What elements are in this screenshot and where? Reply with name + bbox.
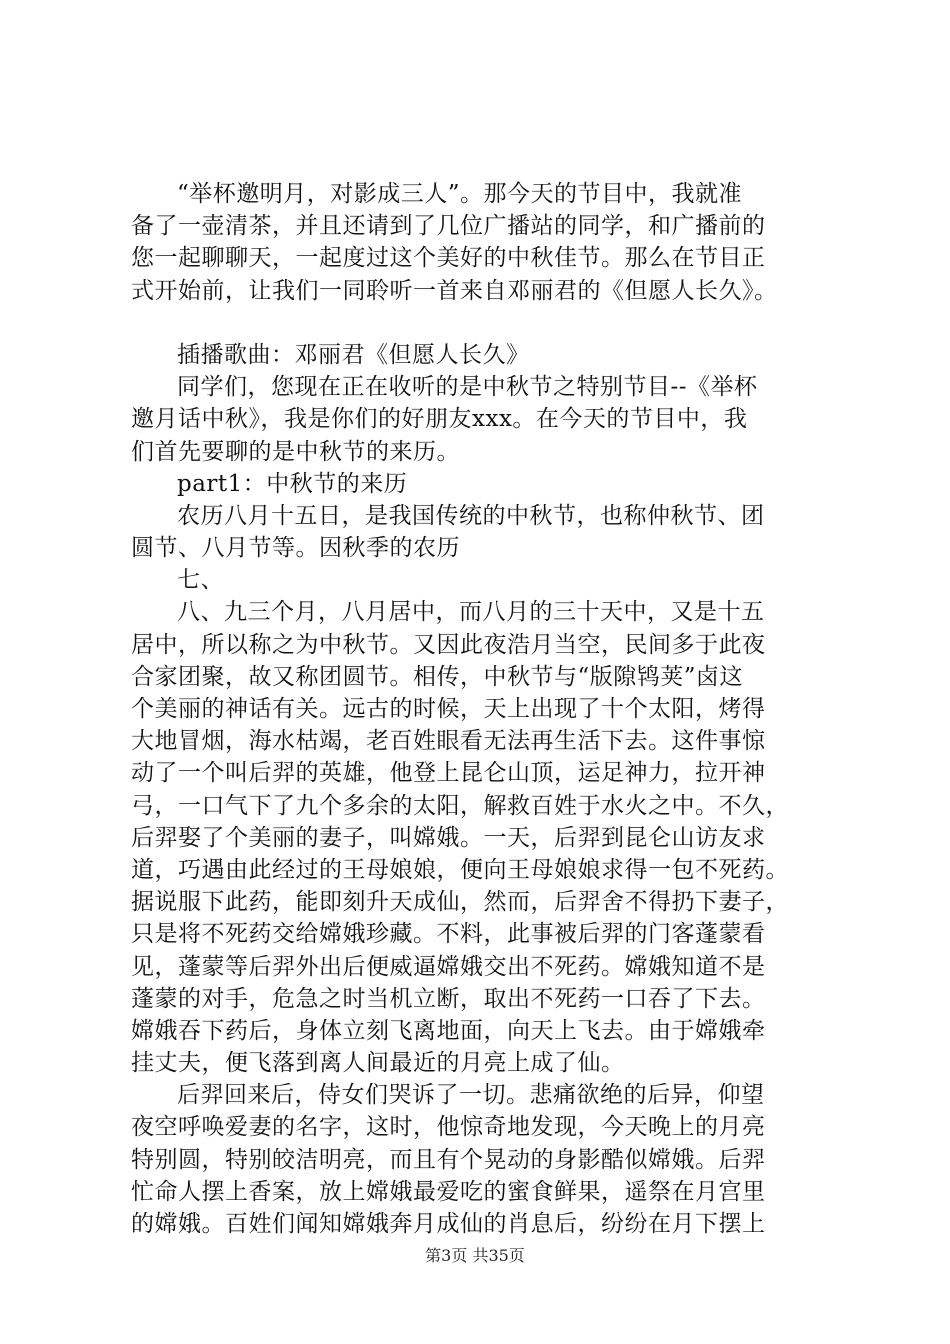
paragraph-line: 邀月话中秋》，我是你们的好朋友xxx。在今天的节目中，我 bbox=[131, 406, 748, 433]
page-number-footer: 第3页 共35页 bbox=[425, 1246, 525, 1265]
paragraph-line: 居中，所以称之为中秋节。又因此夜浩月当空，民间多于此夜 bbox=[131, 631, 766, 658]
paragraph-line: 蓬蒙的对手，危急之时当机立断，取出不死药一口吞了下去。 bbox=[131, 985, 766, 1012]
paragraph-line: “举杯邀明月，对影成三人”。那今天的节目中，我就准 bbox=[177, 181, 743, 207]
paragraph-line: 弓，一口气下了九个多余的太阳，解救百姓于水火之中。不久， bbox=[131, 792, 789, 819]
paragraph-line: 圆节、八月节等。因秋季的农历 bbox=[131, 535, 460, 562]
paragraph-line: 挂丈夫，便飞落到离人间最近的月亮上成了仙。 bbox=[131, 1050, 625, 1077]
paragraph-line: 您一起聊聊天，一起度过这个美好的中秋佳节。那么在节目正 bbox=[131, 245, 766, 272]
paragraph-line: 大地冒烟，海水枯竭，老百姓眼看无法再生活下去。这件事惊 bbox=[131, 728, 766, 755]
paragraph-line: 合家团聚，故又称团圆节。相传，中秋节与“版隙鸨荚”卤这 bbox=[131, 663, 744, 690]
paragraph-line: 见，蓬蒙等后羿外出后便威逼嫦娥交出不死药。嫦娥知道不是 bbox=[131, 953, 766, 980]
paragraph-line: 个美丽的神话有关。远古的时候，天上出现了十个太阳，烤得 bbox=[131, 696, 766, 722]
paragraph-line: 同学们，您现在正在收听的是中秋节之特别节目--《举杯 bbox=[177, 374, 758, 401]
paragraph-line: 后羿娶了个美丽的妻子，叫嫦娥。一天，后羿到昆仑山访友求 bbox=[131, 824, 766, 851]
paragraph-line: 式开始前，让我们一同聆听一首来自邓丽君的《但愿人长久》。 bbox=[131, 277, 778, 304]
paragraph-line: 动了一个叫后羿的英雄，他登上昆仑山顶，运足神力，拉开神 bbox=[131, 760, 766, 787]
paragraph-line: 忙命人摆上香案，放上嫦娥最爱吃的蜜食鲜果，遥祭在月宫里 bbox=[131, 1178, 766, 1205]
paragraph-line: 八、九三个月，八月居中，而八月的三十天中，又是十五 bbox=[177, 599, 765, 626]
paragraph-line: 据说服下此药，能即刻升天成仙，然而，后羿舍不得扔下妻子， bbox=[131, 889, 789, 916]
paragraph-line: 七、 bbox=[177, 567, 224, 594]
paragraph-line: 只是将不死药交给嫦娥珍藏。不料，此事被后羿的门客蓬蒙看 bbox=[131, 921, 766, 948]
paragraph-line: 的嫦娥。百姓们闻知嫦娥奔月成仙的肖息后，纷纷在月下摆上 bbox=[131, 1211, 766, 1237]
document-body bbox=[131, 178, 841, 1240]
paragraph-line: 们首先要聊的是中秋节的来历。 bbox=[131, 438, 460, 465]
paragraph-line: 备了一壶清茶，并且还请到了几位广播站的同学，和广播前的 bbox=[131, 213, 766, 240]
song-insert-line: 插播歌曲：邓丽君《但愿人长久》 bbox=[177, 341, 530, 368]
section-heading: part1：中秋节的来历 bbox=[177, 470, 408, 497]
paragraph-line: 后羿回来后，侍女们哭诉了一切。悲痛欲绝的后异，仰望 bbox=[177, 1082, 765, 1109]
paragraph-line: 道，巧遇由此经过的王母娘娘，便向王母娘娘求得一包不死药。 bbox=[131, 856, 789, 883]
paragraph-line: 特别圆，特别皎洁明亮，而且有个晃动的身影酷似嫦娥。后羿 bbox=[131, 1146, 766, 1173]
paragraph-line: 嫦娥吞下药后，身体立刻飞离地面，向天上飞去。由于嫦娥牵 bbox=[131, 1017, 766, 1044]
paragraph-line: 农历八月十五日，是我国传统的中秋节，也称仲秋节、团 bbox=[177, 502, 765, 529]
paragraph-gap bbox=[131, 307, 841, 339]
paragraph-line: 夜空呼唤爱妻的名字，这时，他惊奇地发现，今天晚上的月亮 bbox=[131, 1114, 766, 1141]
